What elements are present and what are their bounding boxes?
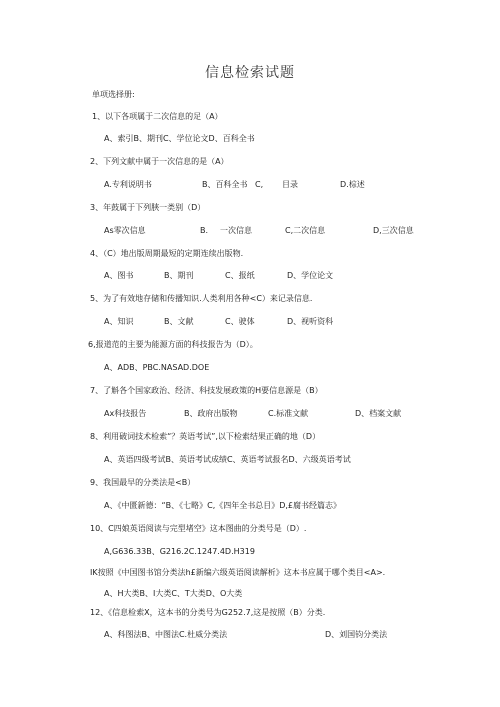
question-5: 5、为了有效地存储和传播知识.人类利用各种<C）来记录信息. (90, 294, 313, 303)
question-12-option-abc: A、科图法B、中图法C.杜威分类法 (104, 630, 228, 639)
question-8-options: A、英语四级考试B、英语考试成绩C、英语考试报名D、六级英语考试 (104, 455, 351, 464)
question-6: 6,报道范的主要为能源方面的科技报告为（D）。 (88, 340, 258, 349)
question-9: 9、我国最早的分类法是<B） (90, 478, 196, 487)
question-3-option-b: B. (200, 226, 209, 235)
question-3-option-b-text: 一次信息 (220, 226, 252, 235)
question-12: 12、《信息检索X，这本书的分类号为G252.7,这是按照（B）分类. (90, 608, 326, 617)
question-6-options: A、ADB、PBC.NASAD.DOE (104, 363, 210, 372)
question-3-option-a: As零次信息 (104, 226, 146, 235)
question-2-option-a: A.专利说明书 (104, 180, 152, 189)
question-10-options: A,G636.33B、G216.2C.1247.4D.H319 (104, 547, 255, 556)
question-2-option-c-text: 目录 (282, 180, 298, 189)
question-2-option-d: D.棕述 (340, 180, 365, 189)
question-4-option-c: C、报纸 (225, 271, 255, 280)
question-7-option-d: D、档案文献 (355, 409, 402, 418)
question-3-option-c: C,二次信息 (285, 226, 326, 235)
question-1: 1、以下各项属于二次信息的足（A） (92, 112, 223, 121)
question-7-option-c: C.标准文献 (268, 409, 309, 418)
question-11: IK按照《中国图书馆分类法h£新编六级英语阅读解析》这本书应属于哪个类目<A>. (90, 568, 386, 577)
question-9-options: A、《中匮新德：“B、《七略》C,《四年全书总目》D,£腐书经篇志》 (104, 501, 342, 510)
page-title: 信息检索试题 (205, 65, 295, 81)
question-10: 10、C四娘英语阅读与完型堵空》这本图曲的分类号是（D）. (90, 524, 307, 533)
question-12-option-d: D、刘国钧分类法 (325, 630, 388, 639)
question-7-option-b: B、政府出版物 (184, 409, 238, 418)
question-4-option-a: A、图书 (104, 271, 134, 280)
question-5-option-b: B、文献 (164, 317, 194, 326)
question-11-options: A、H大类B、I大类C、T大类D、O大类 (104, 589, 243, 598)
question-7: 7、了斛各个国家政治、经济、科技发展政策的H要信息源是（B） (90, 386, 323, 395)
question-3-option-d: D,三次信息 (373, 226, 414, 235)
question-4: 4、（C）地出版周期最短的定期连续出版物. (90, 249, 244, 258)
question-1-options: A、索引B、期刊C、学位论文D、百科全书 (104, 134, 255, 143)
question-5-option-d: D、视听资科 (287, 317, 334, 326)
question-4-option-d: D、学位论文 (287, 271, 334, 280)
question-2-option-c: C, (255, 180, 264, 189)
question-2: 2、下列文献中属于一次信息的是（A） (90, 157, 229, 166)
question-8: 8、利用破词技术检索“？英语考试”,以下检索结果正确的地（D） (90, 432, 321, 441)
question-2-option-b: B、百科全书 (202, 180, 248, 189)
section-heading: 单项选择册: (92, 90, 135, 99)
question-5-option-c: C、驶体 (225, 317, 255, 326)
question-5-option-a: A、知识 (104, 317, 134, 326)
question-4-option-b: B、期刊 (164, 271, 194, 280)
question-7-option-a: Ax科技报告 (104, 409, 147, 418)
question-3: 3、年鼓属于下列脥一类别（D） (90, 203, 206, 212)
